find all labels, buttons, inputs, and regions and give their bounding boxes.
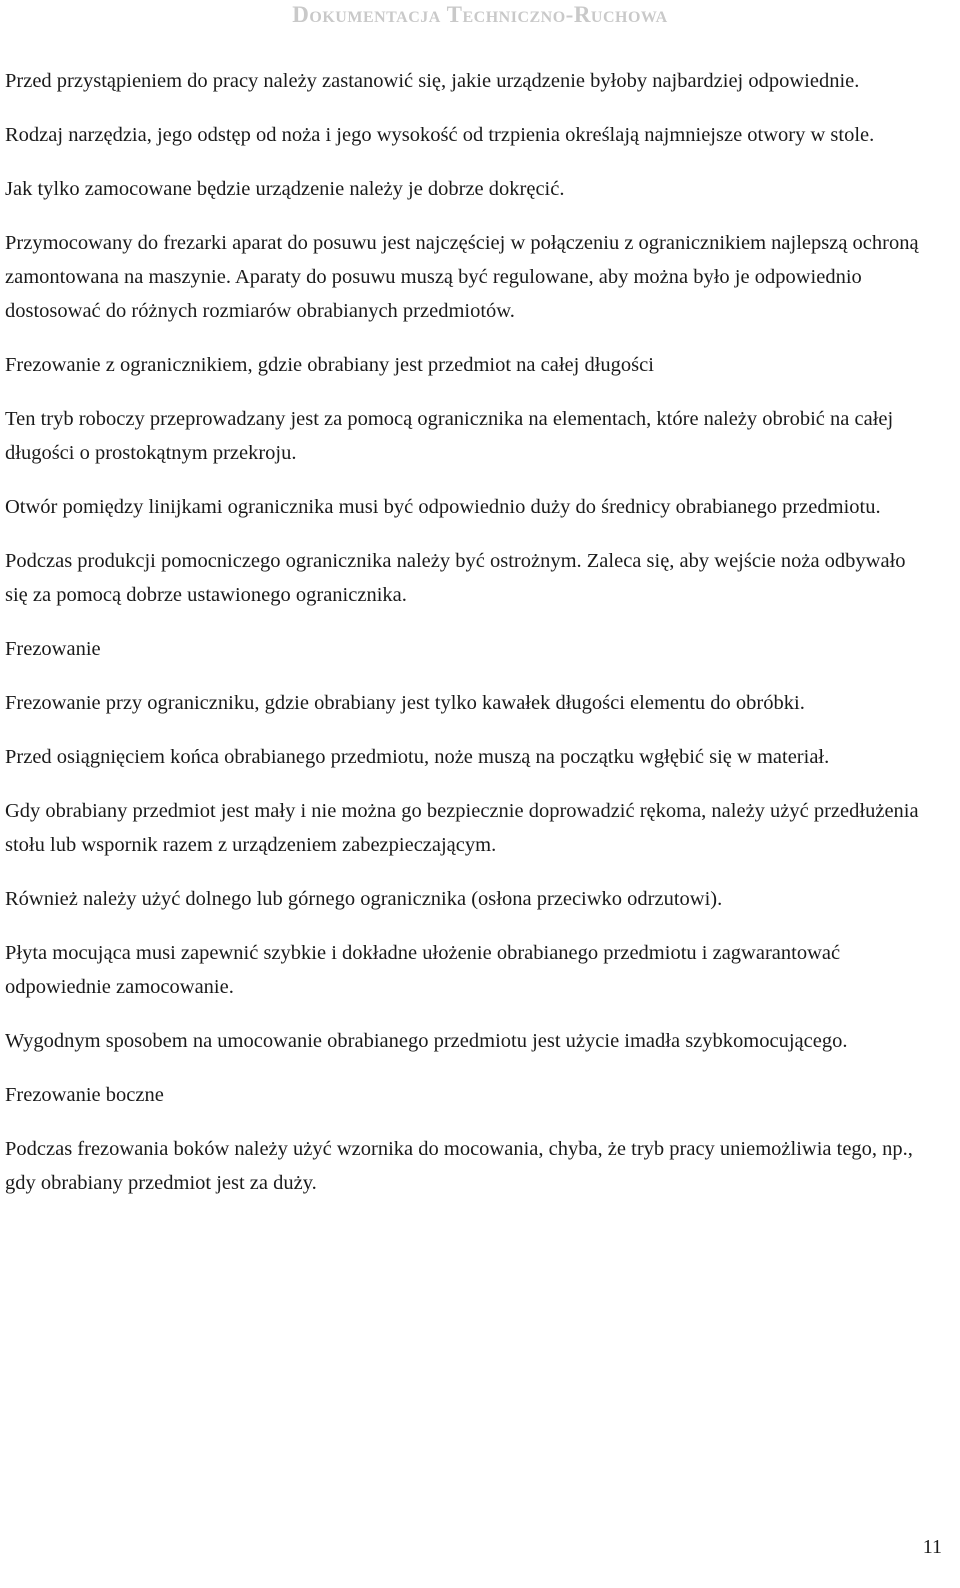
paragraph: Przed przystąpieniem do pracy należy zastanowić się, jakie urządzenie byłoby najbardziej odpowiednie. [5, 70, 860, 92]
paragraph: Jak tylko zamocowane będzie urządzenie należy je dobrze dokręcić. [5, 178, 565, 200]
paragraph: Podczas produkcji pomocniczego ogranicznika należy być ostrożnym. Zaleca się, aby wejście noża odbywało się za pomocą dobrze ustawionego ogranicznika. [5, 550, 906, 606]
section-heading: Frezowanie [5, 638, 101, 660]
section-heading: Frezowanie z ogranicznikiem, gdzie obrabiany jest przedmiot na całej długości [5, 354, 654, 376]
paragraph: Otwór pomiędzy linijkami ogranicznika musi być odpowiednio duży do średnicy obrabianego przedmiotu. [5, 496, 881, 518]
document-body [5, 64, 933, 1220]
paragraph: Gdy obrabiany przedmiot jest mały i nie można go bezpiecznie doprowadzić rękoma, należy użyć przedłużenia stołu lub wspornik razem z urządzeniem zabezpieczającym. [5, 800, 919, 856]
paragraph: Płyta mocująca musi zapewnić szybkie i dokładne ułożenie obrabianego przedmiotu i zagwarantować odpowiednie zamocowanie. [5, 942, 841, 998]
page-number: 11 [922, 1536, 942, 1558]
paragraph: Podczas frezowania boków należy użyć wzornika do mocowania, chyba, że tryb pracy uniemożliwia tego, np., gdy obrabiany przedmiot jest za duży. [5, 1138, 913, 1194]
paragraph: Rodzaj narzędzia, jego odstęp od noża i jego wysokość od trzpienia określają najmniejsze otwory w stole. [5, 124, 875, 146]
section-heading: Frezowanie boczne [5, 1084, 164, 1106]
document-header-title: Dokumentacja Techniczno-Ruchowa [292, 2, 668, 27]
paragraph: Również należy użyć dolnego lub górnego ogranicznika (osłona przeciwko odrzutowi). [5, 888, 723, 910]
paragraph: Przed osiągnięciem końca obrabianego przedmiotu, noże muszą na początku wgłębić się w materiał. [5, 746, 830, 768]
paragraph: Ten tryb roboczy przeprowadzany jest za pomocą ogranicznika na elementach, które należy obrobić na całej długości o prostokątnym przekroju. [5, 408, 894, 464]
paragraph: Frezowanie przy ograniczniku, gdzie obrabiany jest tylko kawałek długości elementu do obróbki. [5, 692, 805, 714]
paragraph: Przymocowany do frezarki aparat do posuwu jest najczęściej w połączeniu z ogranicznikiem najlepszą ochroną zamontowana na maszynie. Aparaty do posuwu muszą być regulowane, aby można było je odpowiednio dostosować do różnych rozmiarów obrabianych przedmiotów. [5, 232, 919, 322]
paragraph: Wygodnym sposobem na umocowanie obrabianego przedmiotu jest użycie imadła szybkomocującego. [5, 1030, 848, 1052]
